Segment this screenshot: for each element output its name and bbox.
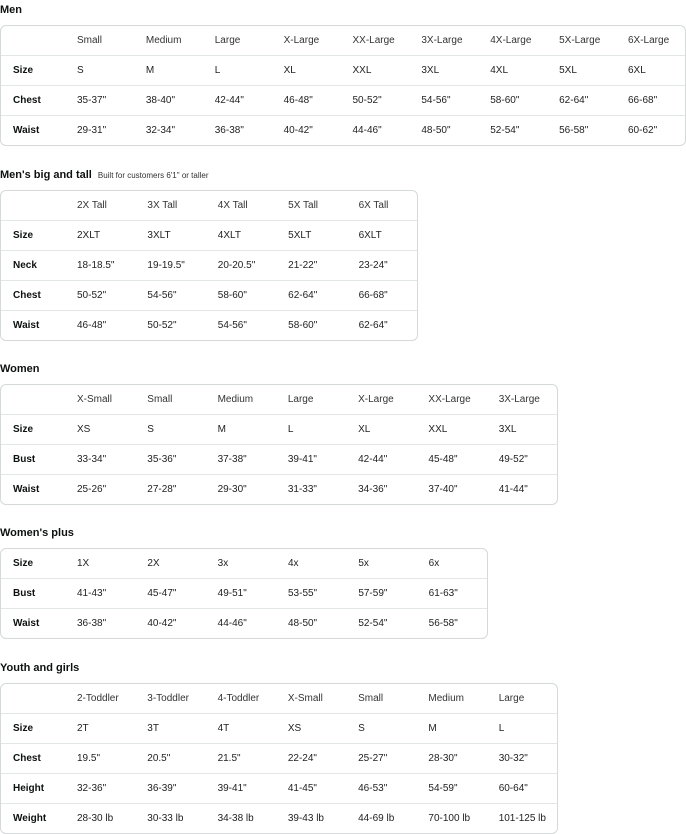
table-cell: 45-48" (416, 445, 486, 475)
table-cell: 58-60" (478, 86, 547, 116)
table-cell: 42-44" (203, 86, 272, 116)
table-row (1, 549, 487, 579)
table-cell: L (487, 714, 557, 744)
table-cell: XXL (341, 56, 410, 86)
table-cell: 21-22" (276, 251, 346, 281)
table-cell: S (65, 56, 134, 86)
column-header (1, 26, 65, 56)
table-row (1, 774, 557, 804)
table-cell: 46-53" (346, 774, 416, 804)
table-cell: 66-68" (347, 281, 417, 311)
table-row (1, 86, 685, 116)
column-header: Medium (206, 385, 276, 415)
row-label: Size (1, 56, 65, 86)
table-cell: 5XLT (276, 221, 346, 251)
table-cell: 28-30" (416, 744, 486, 774)
table-cell: 34-36" (358, 484, 388, 495)
table-header-row (1, 684, 557, 714)
table-cell: 41-45" (276, 774, 346, 804)
table-cell: 52-54" (358, 618, 388, 629)
table-cell: 27-28" (147, 484, 177, 495)
table-cell: 60-64" (487, 774, 557, 804)
table-cell: 3XL (487, 415, 557, 445)
row-label: Size (1, 415, 65, 445)
table-row (1, 221, 417, 251)
table-cell: 6XLT (347, 221, 417, 251)
row-label: Waist (13, 484, 40, 495)
table-cell: 45-47" (135, 579, 205, 609)
table-cell: 56-58" (559, 125, 589, 136)
table-cell: 41-43" (65, 579, 135, 609)
table-cell: 30-33 lb (147, 813, 184, 824)
column-header: 2-Toddler (65, 684, 135, 714)
table-row (1, 56, 685, 86)
column-header: Medium (416, 684, 486, 714)
table-cell: 39-41" (206, 774, 276, 804)
column-header: X-Small (276, 684, 346, 714)
table-cell: 54-56" (409, 86, 478, 116)
women-size-table (0, 384, 558, 505)
row-label: Waist (13, 125, 40, 136)
table-cell: 32-34" (145, 125, 176, 136)
column-header: Large (487, 684, 557, 714)
table-cell: 39-43 lb (287, 813, 324, 824)
table-cell: 70-100 lb (428, 813, 471, 824)
table-cell: 58-60" (206, 281, 276, 311)
column-header: 4-Toddler (206, 684, 276, 714)
table-cell: 52-54" (490, 125, 520, 136)
table-cell: XL (346, 415, 416, 445)
column-header: Large (203, 26, 272, 56)
table-header-row (1, 26, 685, 56)
table-cell: 58-60" (288, 320, 318, 331)
column-header: X-Small (65, 385, 135, 415)
table-cell: 22-24" (276, 744, 346, 774)
row-label: Bust (1, 579, 65, 609)
section-title-youth-girls: Youth and girls (0, 662, 80, 674)
youth-girls-size-table (0, 683, 558, 834)
row-label: Chest (1, 86, 65, 116)
table-cell: XL (272, 56, 341, 86)
table-cell: 37-38" (206, 445, 276, 475)
table-cell: 3XL (409, 56, 478, 86)
table-cell: 49-52" (487, 445, 557, 475)
table-cell: 21.5" (206, 744, 276, 774)
table-cell: XXL (416, 415, 486, 445)
column-header: 3X-Large (409, 26, 478, 56)
table-cell: 25-27" (346, 744, 416, 774)
column-header: XX-Large (341, 26, 410, 56)
table-cell: 29-31" (77, 125, 107, 136)
table-cell: 48-50" (287, 618, 318, 629)
row-label: Weight (13, 813, 47, 824)
table-cell: 62-64" (276, 281, 346, 311)
table-cell: 4XL (478, 56, 547, 86)
table-row (1, 251, 417, 281)
table-cell: 44-69 lb (358, 813, 395, 824)
table-cell: L (203, 56, 272, 86)
column-header: 6X Tall (347, 191, 417, 221)
table-cell: 4x (276, 549, 346, 579)
table-cell: 48-50" (421, 125, 451, 136)
table-cell: 20-20.5" (206, 251, 276, 281)
table-cell: 1X (65, 549, 135, 579)
table-cell: 49-51" (206, 579, 276, 609)
table-cell: 57-59" (346, 579, 416, 609)
table-cell: 46-48" (272, 86, 341, 116)
table-cell: 29-30" (217, 484, 247, 495)
table-cell: M (206, 415, 276, 445)
table-cell: XS (276, 714, 346, 744)
table-cell: 35-36" (135, 445, 205, 475)
column-header: 5X-Large (547, 26, 616, 56)
table-cell: 37-40" (428, 484, 458, 495)
column-header: XX-Large (416, 385, 486, 415)
column-header: 3X-Large (487, 385, 557, 415)
table-row (1, 116, 685, 145)
table-cell: 3x (206, 549, 276, 579)
table-cell: 66-68" (616, 86, 685, 116)
column-header: Small (135, 385, 205, 415)
row-label: Bust (1, 445, 65, 475)
column-header: 4X-Large (478, 26, 547, 56)
table-cell: L (276, 415, 346, 445)
column-header: 4X Tall (206, 191, 276, 221)
column-header: Large (276, 385, 346, 415)
table-cell: 2X (135, 549, 205, 579)
table-cell: 56-58" (428, 618, 458, 629)
section-title-women: Women (0, 363, 40, 375)
table-cell: 6XL (616, 56, 685, 86)
table-cell: 2XLT (65, 221, 135, 251)
table-row (1, 609, 487, 638)
table-cell: 36-38" (77, 618, 107, 629)
row-label: Size (1, 549, 65, 579)
table-row (1, 281, 417, 311)
table-cell: 41-44" (498, 484, 528, 495)
table-cell: 36-39" (135, 774, 205, 804)
table-row (1, 579, 487, 609)
table-row (1, 311, 417, 340)
table-cell: 46-48" (77, 320, 107, 331)
table-cell: 40-42" (283, 125, 313, 136)
table-cell: 35-37" (65, 86, 134, 116)
table-cell: XS (65, 415, 135, 445)
table-row (1, 415, 557, 445)
table-cell: 20.5" (135, 744, 205, 774)
table-cell: 50-52" (65, 281, 135, 311)
table-row (1, 475, 557, 504)
table-cell: 61-63" (417, 579, 487, 609)
table-row (1, 714, 557, 744)
men-size-table (0, 25, 686, 146)
table-cell: 60-62" (628, 125, 658, 136)
section-note: Built for customers 6'1" or taller (97, 171, 209, 180)
table-cell: 30-32" (487, 744, 557, 774)
table-cell: 54-56" (135, 281, 205, 311)
table-cell: 34-38 lb (217, 813, 254, 824)
section-title-men: Men (0, 4, 22, 16)
row-label: Neck (1, 251, 65, 281)
table-cell: 39-41" (276, 445, 346, 475)
row-label: Waist (13, 618, 40, 629)
table-cell: 5x (346, 549, 416, 579)
column-header (1, 385, 65, 415)
row-label: Chest (1, 281, 65, 311)
table-cell: 42-44" (346, 445, 416, 475)
table-cell: 62-64" (547, 86, 616, 116)
section-title-text: Men's big and tall (0, 169, 92, 181)
column-header (1, 684, 65, 714)
table-header-row (1, 191, 417, 221)
table-row (1, 445, 557, 475)
column-header: 2X Tall (65, 191, 135, 221)
table-cell: 50-52" (341, 86, 410, 116)
column-header (1, 191, 65, 221)
table-cell: 19-19.5" (135, 251, 205, 281)
table-cell: 54-59" (416, 774, 486, 804)
table-cell: 33-34" (65, 445, 135, 475)
table-cell: 32-36" (65, 774, 135, 804)
section-title-mens-big-tall (0, 168, 209, 182)
mens-big-tall-size-table (0, 190, 418, 341)
table-cell: 3T (135, 714, 205, 744)
table-cell: M (416, 714, 486, 744)
table-cell: 50-52" (147, 320, 177, 331)
column-header: Medium (134, 26, 203, 56)
table-row (1, 744, 557, 774)
table-cell: 19.5" (65, 744, 135, 774)
section-title-womens-plus: Women's plus (0, 527, 74, 539)
table-cell: 6x (417, 549, 487, 579)
table-cell: 28-30 lb (77, 813, 114, 824)
row-label: Size (1, 221, 65, 251)
table-cell: 101-125 lb (498, 813, 546, 824)
column-header: Small (346, 684, 416, 714)
table-cell: 36-38" (214, 125, 244, 136)
column-header: X-Large (346, 385, 416, 415)
womens-plus-size-table (0, 548, 488, 639)
table-cell: 3XLT (135, 221, 205, 251)
table-header-row (1, 385, 557, 415)
table-row (1, 804, 557, 833)
column-header: 3-Toddler (135, 684, 205, 714)
column-header: 6X-Large (616, 26, 685, 56)
table-cell: 25-26" (77, 484, 107, 495)
row-label: Waist (13, 320, 40, 331)
table-cell: 44-46" (352, 125, 382, 136)
table-cell: 4T (206, 714, 276, 744)
table-cell: 54-56" (217, 320, 247, 331)
table-cell: 62-64" (358, 320, 388, 331)
column-header: 5X Tall (276, 191, 346, 221)
table-cell: 18-18.5" (65, 251, 135, 281)
table-cell: 31-33" (287, 484, 317, 495)
table-cell: 5XL (547, 56, 616, 86)
table-cell: 53-55" (276, 579, 346, 609)
table-cell: 2T (65, 714, 135, 744)
column-header: X-Large (272, 26, 341, 56)
table-cell: M (134, 56, 203, 86)
table-cell: 38-40" (134, 86, 203, 116)
row-label: Chest (1, 744, 65, 774)
table-cell: 23-24" (347, 251, 417, 281)
column-header: Small (65, 26, 134, 56)
column-header: 3X Tall (135, 191, 205, 221)
table-cell: 44-46" (217, 618, 247, 629)
table-cell: S (135, 415, 205, 445)
table-cell: S (346, 714, 416, 744)
row-label: Size (1, 714, 65, 744)
row-label: Height (1, 774, 65, 804)
table-cell: 4XLT (206, 221, 276, 251)
table-cell: 40-42" (147, 618, 177, 629)
